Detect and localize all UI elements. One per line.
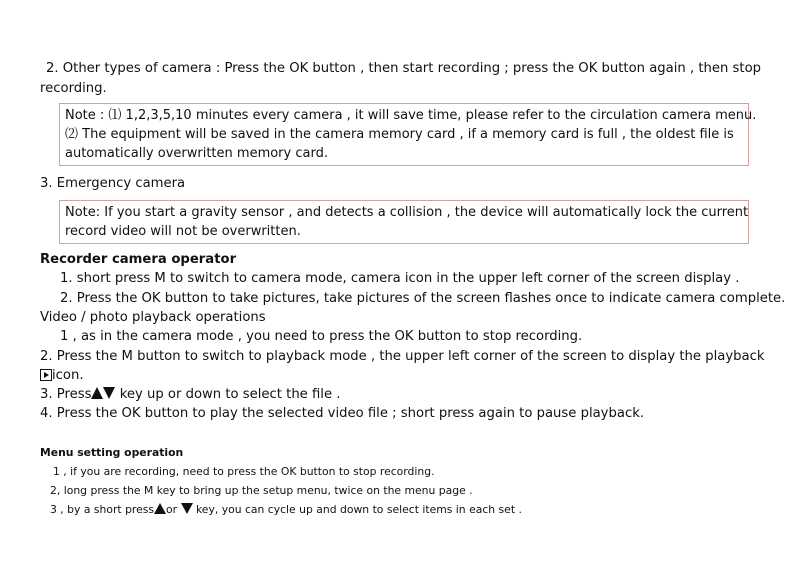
- emergency-camera-title: 3. Emergency camera: [40, 176, 186, 191]
- triangle-down-icon: [103, 387, 115, 399]
- menu-item-3: [50, 502, 522, 518]
- menu-item-3-mid: or: [166, 503, 178, 516]
- note-box-1: [59, 103, 757, 166]
- recorder-item-2: 2. Press the OK button to take pictures, take pictures of the screen flashes once to indicate camera complete.: [60, 291, 786, 306]
- menu-item-1: 1 , if you are recording, need to press the OK button to stop recording.: [53, 465, 435, 478]
- note2-line1: Note: If you start a gravity sensor , and detects a collision , the device will automatically lock the current: [65, 205, 749, 220]
- playback-item-2-line1: 2. Press the M button to switch to playback mode , the upper left corner of the screen to display the playback: [40, 349, 765, 364]
- note1-line2: ⑵ The equipment will be saved in the camera memory card , if a memory card is full , the oldest file is: [65, 127, 734, 142]
- note-box-2: [59, 200, 749, 244]
- playback-item-2-line2: [40, 366, 84, 385]
- playback-item-3-post: key up or down to select the file .: [119, 387, 341, 402]
- note2-line2: record video will not be overwritten.: [65, 224, 301, 239]
- note1-line1: Note : ⑴ 1,2,3,5,10 minutes every camera , it will save time, please refer to the circulation camera menu.: [65, 108, 757, 123]
- menu-item-2: 2, long press the M key to bring up the setup menu, twice on the menu page .: [50, 484, 473, 497]
- note1-line3: automatically overwritten memory card.: [65, 146, 328, 161]
- triangle-up-icon: [91, 387, 103, 399]
- playback-icon-label: icon.: [52, 368, 84, 383]
- playback-item-4: 4. Press the OK button to play the selected video file ; short press again to pause playback.: [40, 406, 645, 421]
- recorder-item-1: 1. short press M to switch to camera mode, camera icon in the upper left corner of the screen display .: [60, 271, 740, 286]
- playback-item-1: 1 , as in the camera mode , you need to press the OK button to stop recording.: [60, 329, 583, 344]
- playback-heading: Video / photo playback operations: [40, 310, 266, 325]
- triangle-up-icon: [154, 503, 166, 514]
- menu-heading: Menu setting operation: [40, 446, 184, 459]
- other-camera-line1: 2. Other types of camera : Press the OK button , then start recording ; press the OK button again , then stop: [46, 61, 762, 76]
- playback-icon: [40, 369, 52, 381]
- playback-item-3-pre: 3. Press: [40, 387, 92, 402]
- recorder-heading: Recorder camera operator: [40, 252, 237, 267]
- playback-item-3: [40, 385, 340, 404]
- menu-item-3-post: key, you can cycle up and down to select items in each set .: [195, 503, 522, 516]
- menu-item-3-pre: 3 , by a short press: [50, 503, 155, 516]
- triangle-down-icon: [181, 503, 193, 514]
- other-camera-line2: recording.: [40, 81, 107, 96]
